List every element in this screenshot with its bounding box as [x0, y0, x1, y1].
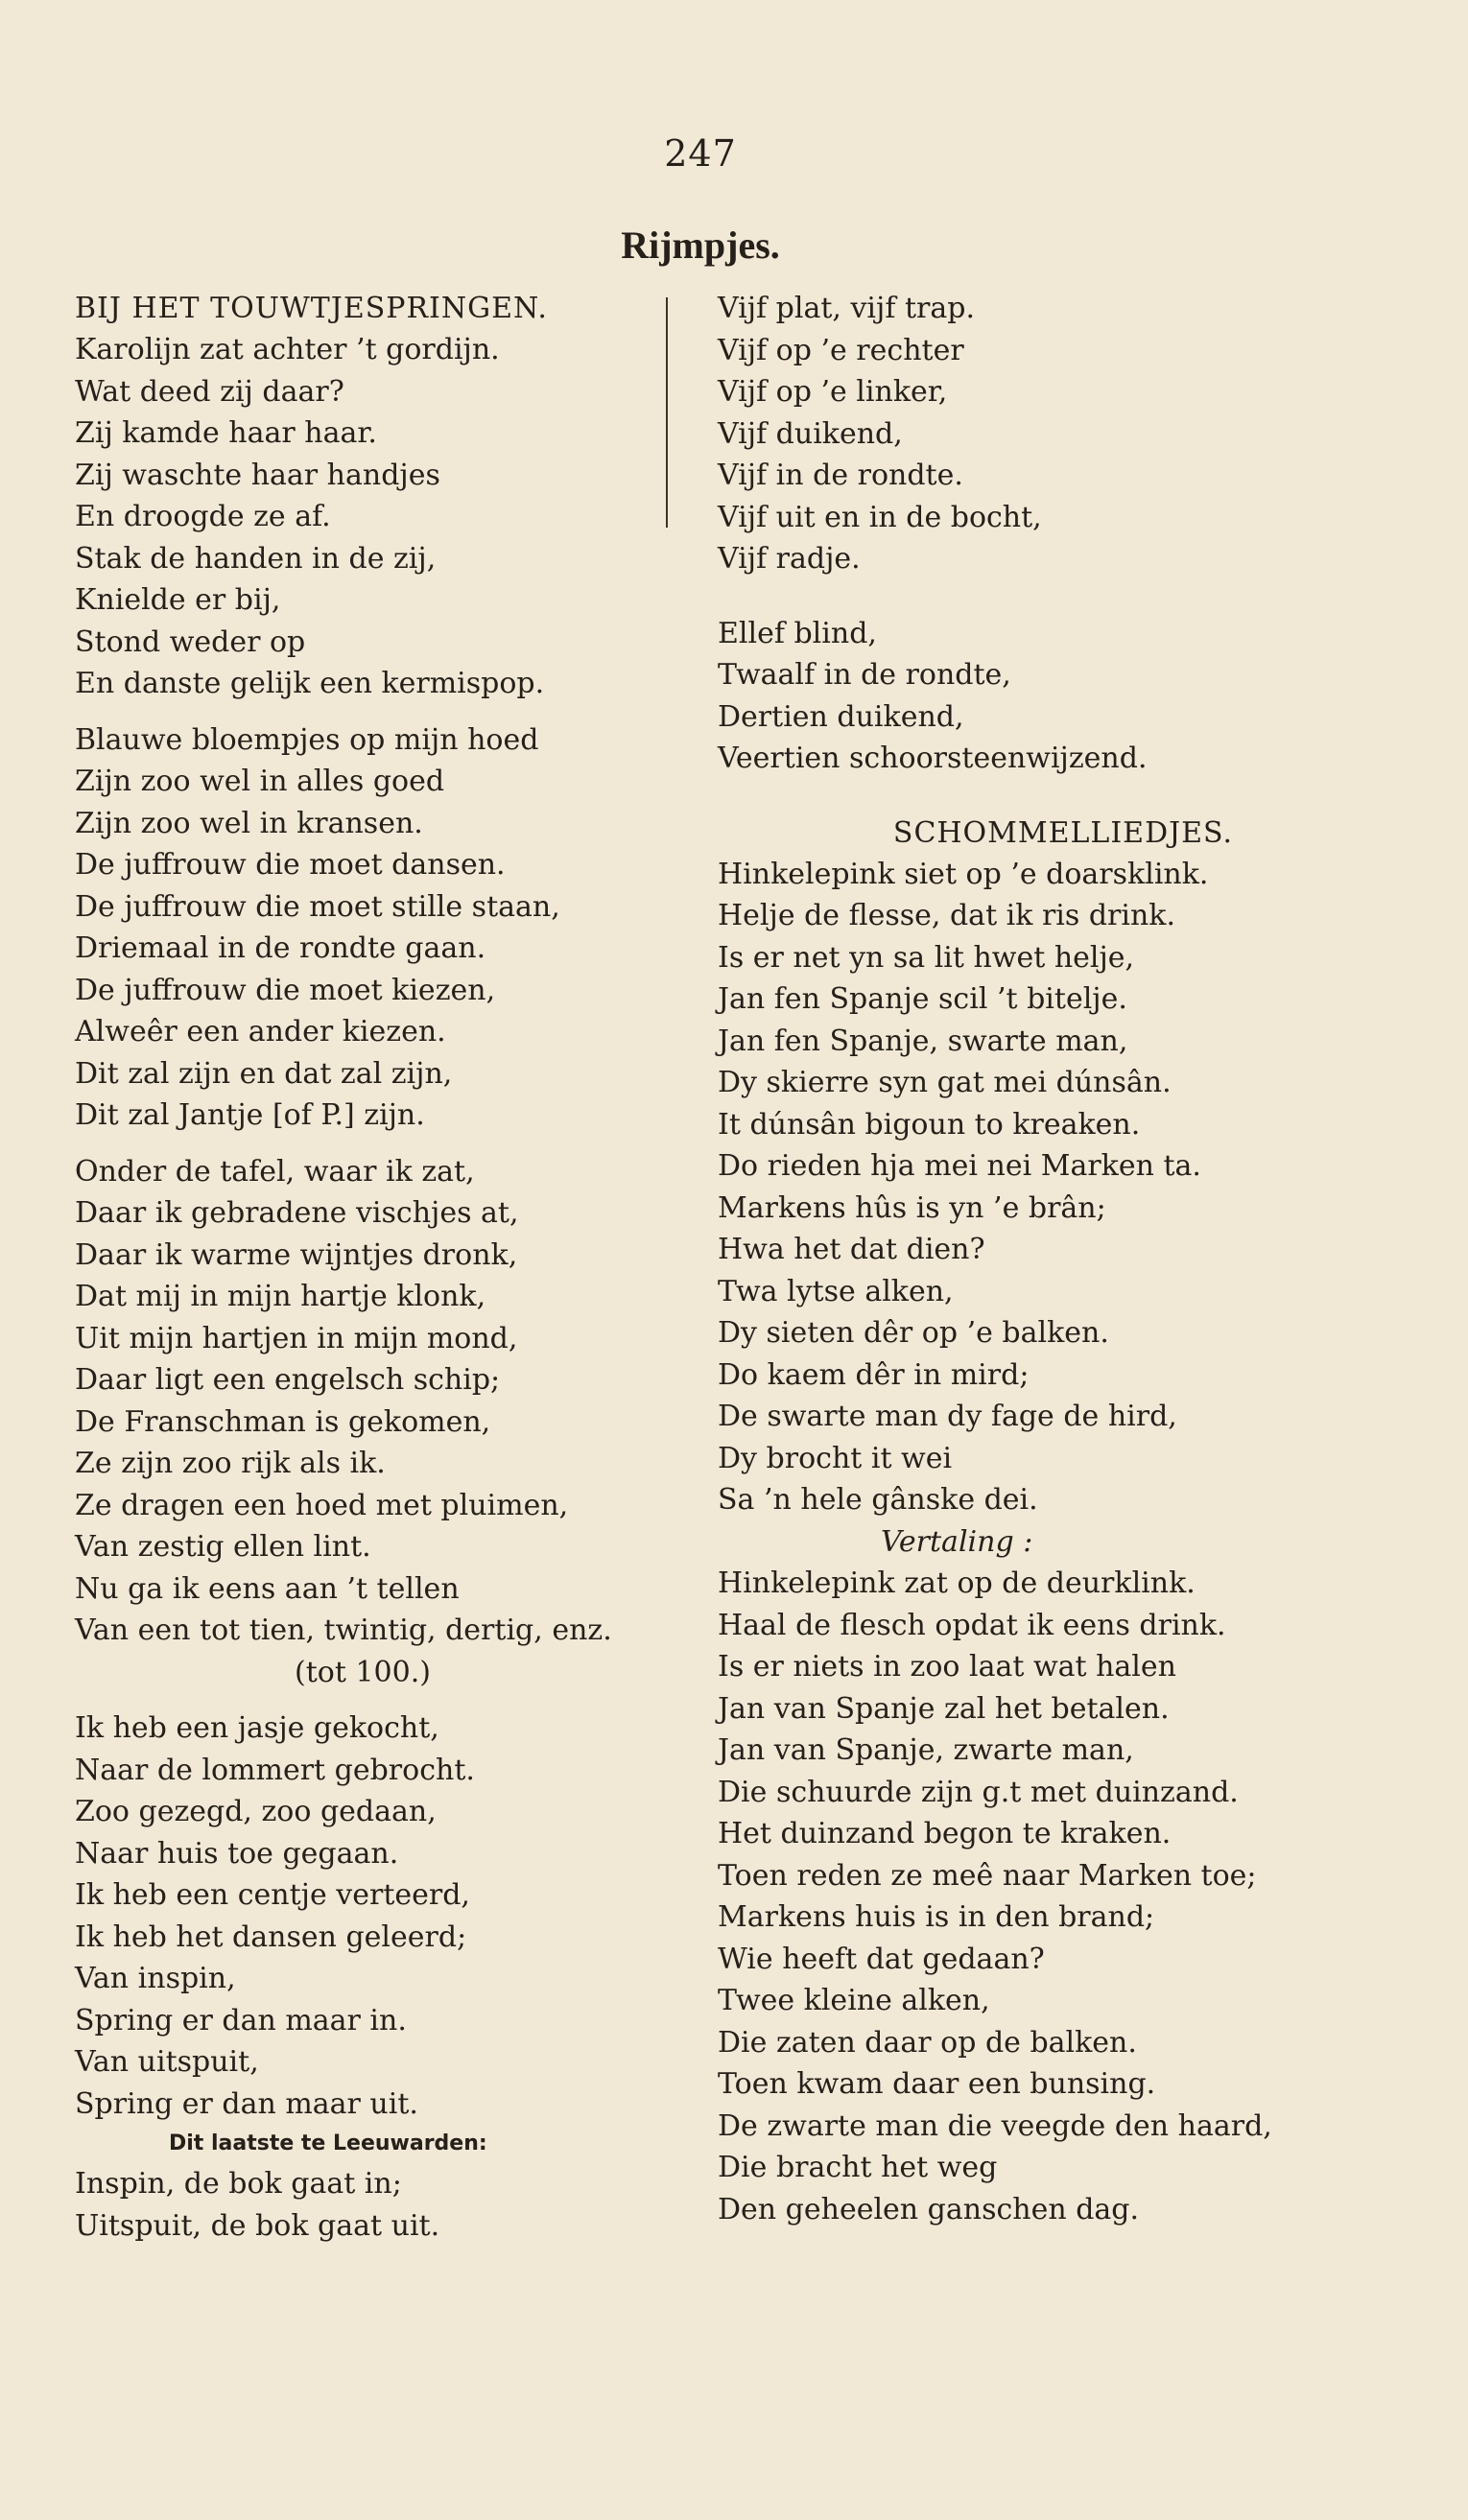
verse-line: En danste gelijk een kermispop. — [75, 667, 545, 700]
verse-line: Twee kleine alken, — [718, 1984, 990, 2017]
verse-line: Driemaal in de rondte gaan. — [75, 931, 486, 965]
verse-line: Die zaten daar op de balken. — [718, 2025, 1137, 2060]
verse-line: Vijf uit en in de bocht, — [718, 500, 1042, 534]
verse-line: Dy sieten dêr op ’e balken. — [718, 1316, 1109, 1350]
verse-line: Dy brocht it wei — [718, 1441, 953, 1475]
verse-line: Dat mij in mijn hartje klonk, — [75, 1280, 486, 1313]
verse-line: De juffrouw die moet dansen. — [75, 848, 506, 882]
verse-line: Wat deed zij daar? — [75, 374, 344, 409]
verse-line: Dit zal Jantje [of P.] zijn. — [75, 1098, 425, 1132]
verse-line: Dit zal zijn en dat zal zijn, — [75, 1056, 453, 1091]
verse-line: Jan fen Spanje scil ’t bitelje. — [718, 982, 1127, 1016]
left-column — [75, 288, 651, 2247]
right-column — [718, 288, 1409, 2230]
verse-line: Haal de flesch opdat ik eens drink. — [718, 1608, 1226, 1642]
verse-line: Jan van Spanje zal het betalen. — [718, 1691, 1170, 1726]
verse-line: Hinkelepink zat op de deurklink. — [718, 1566, 1196, 1600]
verse-line: Uit mijn hartjen in mijn mond, — [75, 1321, 518, 1355]
stanza — [718, 854, 1409, 1521]
verse-line: Blauwe bloempjes op mijn hoed — [75, 722, 539, 757]
verse-line: De juffrouw die moet kiezen, — [75, 973, 496, 1007]
verse-line: Twa lytse alken, — [718, 1274, 954, 1308]
stanza — [718, 1563, 1409, 2230]
verse-line: De swarte man dy fage de hird, — [718, 1400, 1177, 1433]
verse-line: Onder de tafel, waar ik zat, — [75, 1154, 475, 1189]
page-title: Rijmpjes. — [621, 224, 780, 267]
verse-line: Vijf in de rondte. — [718, 459, 963, 492]
verse-line: De zwarte man die veegde den haard, — [718, 2108, 1272, 2143]
verse-line: Stond weder op — [75, 624, 306, 659]
verse-line: Alweêr een ander kiezen. — [75, 1015, 446, 1048]
verse-line: Spring er dan maar uit. — [75, 2086, 418, 2121]
verse-line: Markens huis is in den brand; — [718, 1900, 1155, 1934]
verse-line: Toen kwam daar een bunsing. — [718, 2067, 1156, 2101]
stanza — [75, 2163, 651, 2247]
verse-line: Die schuurde zijn g.t met duinzand. — [718, 1775, 1239, 1809]
verse-line: En droogde ze af. — [75, 500, 331, 533]
verse-line: Vijf duikend, — [718, 416, 903, 451]
verse-line: Die bracht het weg — [718, 2151, 998, 2184]
verse-line: Do kaem dêr in mird; — [718, 1357, 1030, 1392]
verse-line: Ik heb een jasje gekocht, — [75, 1711, 439, 1745]
stanza-end-note: (tot 100.) — [295, 1655, 431, 1689]
verse-line: Ze dragen een hoed met pluimen, — [75, 1488, 569, 1522]
page-number: 247 — [664, 132, 737, 175]
verse-line: Van een tot tien, twintig, dertig, enz. — [75, 1613, 612, 1647]
stanza — [75, 1151, 651, 1652]
verse-line: Inspin, de bok gaat in; — [75, 2167, 402, 2201]
verse-line: Dy skierre syn gat mei dúnsân. — [718, 1066, 1172, 1099]
verse-line: Zijn zoo wel in alles goed — [75, 765, 445, 798]
verse-line: Sa ’n hele gânske dei. — [718, 1483, 1038, 1517]
translation-label: Vertaling : — [881, 1524, 1033, 1559]
verse-line: Vijf radje. — [718, 542, 861, 576]
verse-line: Zij waschte haar handjes — [75, 458, 440, 492]
verse-line: Het duinzand begon te kraken. — [718, 1817, 1172, 1850]
column-divider — [666, 297, 668, 528]
verse-line: Ellef blind, — [718, 616, 877, 650]
verse-line: Is er net yn sa lit hwet helje, — [718, 940, 1135, 975]
verse-line: Van zestig ellen lint. — [75, 1530, 371, 1564]
verse-line: Jan van Spanje, zwarte man, — [718, 1733, 1134, 1767]
footnote: Dit laatste te Leeuwarden: — [169, 2131, 487, 2155]
verse-line: Wie heeft dat gedaan? — [718, 1942, 1045, 1976]
verse-line: Helje de flesse, dat ik ris drink. — [718, 899, 1176, 932]
verse-line: De Franschman is gekomen, — [75, 1404, 491, 1439]
verse-line: Veertien schoorsteenwijzend. — [718, 742, 1148, 775]
verse-line: Zijn zoo wel in kransen. — [75, 806, 423, 840]
verse-line: Daar ik gebradene vischjes at, — [75, 1196, 519, 1230]
verse-line: Do rieden hja mei nei Marken ta. — [718, 1149, 1201, 1183]
verse-line: Toen reden ze meê naar Marken toe; — [718, 1858, 1257, 1893]
verse-line: Ze zijn zoo rijk als ik. — [75, 1447, 386, 1480]
verse-line: Spring er dan maar in. — [75, 2003, 407, 2037]
verse-line: Naar huis toe gegaan. — [75, 1836, 399, 1871]
section-heading-schommelliedjes: SCHOMMELLIEDJES. — [892, 815, 1234, 850]
verse-line: Hinkelepink siet op ’e doarsklink. — [718, 857, 1209, 891]
verse-line: De juffrouw die moet stille staan, — [75, 889, 560, 924]
section-heading-touwtjespringen: BIJ HET TOUWTJESPRINGEN. — [75, 292, 548, 325]
verse-line: Zij kamde haar haar. — [75, 416, 377, 450]
verse-line: Vijf op ’e rechter — [718, 333, 964, 367]
verse-line: Knielde er bij, — [75, 583, 281, 617]
verse-line: Dertien duikend, — [718, 699, 964, 734]
verse-line: Den geheelen ganschen dag. — [718, 2192, 1140, 2226]
stanza — [75, 1707, 651, 2125]
stanza — [718, 288, 1409, 580]
verse-line: Vijf plat, vijf trap. — [718, 292, 975, 325]
verse-line: Nu ga ik eens aan ’t tellen — [75, 1571, 460, 1606]
verse-line: Ik heb een centje verteerd, — [75, 1878, 470, 1912]
verse-line: Markens hûs is yn ’e brân; — [718, 1190, 1106, 1225]
verse-line: Ik heb het dansen geleerd; — [75, 1919, 467, 1954]
verse-line: Zoo gezegd, zoo gedaan, — [75, 1795, 437, 1828]
verse-line: Naar de lommert gebrocht. — [75, 1753, 475, 1787]
verse-line: Is er niets in zoo laat wat halen — [718, 1650, 1176, 1684]
verse-line: Van uitspuit, — [75, 2045, 259, 2079]
verse-line: Daar ligt een engelsch schip; — [75, 1363, 501, 1397]
verse-line: Vijf op ’e linker, — [718, 375, 948, 409]
verse-line: It dúnsân bigoun to kreaken. — [718, 1107, 1141, 1142]
stanza — [75, 719, 651, 1137]
stanza — [75, 329, 651, 705]
verse-line: Uitspuit, de bok gaat uit. — [75, 2208, 440, 2243]
verse-line: Daar ik warme wijntjes dronk, — [75, 1237, 518, 1272]
verse-line: Stak de handen in de zij, — [75, 541, 437, 576]
verse-line: Van inspin, — [75, 1962, 236, 1995]
verse-line: Twaalf in de rondte, — [718, 658, 1011, 692]
stanza — [718, 613, 1409, 780]
verse-line: Hwa het dat dien? — [718, 1233, 985, 1266]
verse-line: Karolijn zat achter ’t gordijn. — [75, 333, 500, 366]
verse-line: Jan fen Spanje, swarte man, — [718, 1024, 1128, 1058]
